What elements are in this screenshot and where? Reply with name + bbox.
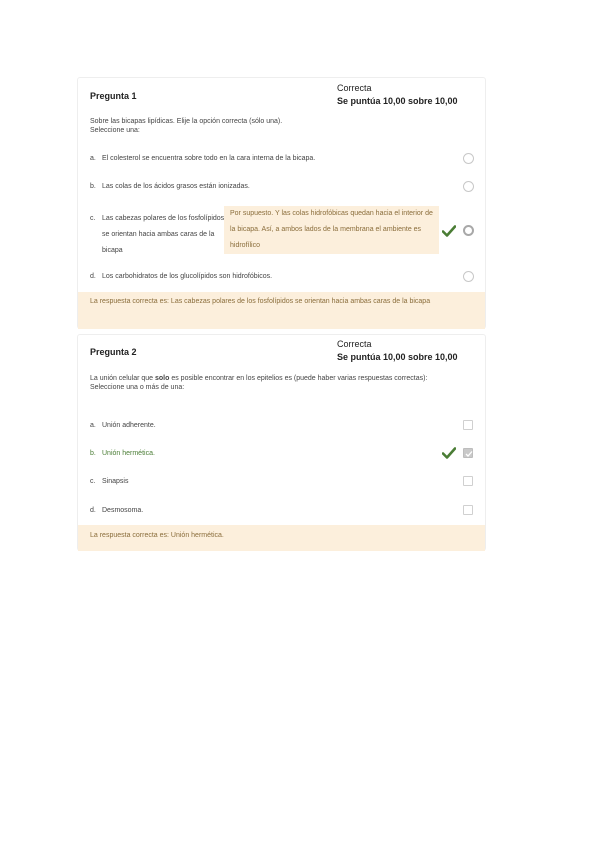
status-label: Correcta <box>337 83 372 93</box>
option-c[interactable] <box>90 477 450 486</box>
question-text <box>90 117 476 135</box>
option-a-checkbox[interactable] <box>463 420 473 430</box>
option-a[interactable] <box>90 154 460 163</box>
correct-answer-feedback: La respuesta correcta es: Las cabezas polares de los fosfolípidos se orientan hacia ambas caras de la bicapa <box>78 292 485 329</box>
option-letter: a. <box>90 155 96 162</box>
option-d-checkbox[interactable] <box>463 505 473 515</box>
option-text: Unión adherente. <box>102 422 156 429</box>
option-d[interactable] <box>90 506 450 515</box>
option-text: Desmosoma. <box>102 507 144 514</box>
checkbox-tick-icon <box>465 450 473 458</box>
question-title: Pregunta 2 <box>90 347 137 357</box>
question-1-card <box>77 77 486 329</box>
option-b-radio[interactable] <box>463 181 474 192</box>
option-a[interactable] <box>90 421 450 430</box>
option-c-radio-selected[interactable] <box>463 225 474 236</box>
grade-label: Se puntúa 10,00 sobre 10,00 <box>337 96 458 106</box>
option-a-radio[interactable] <box>463 153 474 164</box>
select-label: Seleccione una: <box>90 127 140 134</box>
option-text: El colesterol se encuentra sobre todo en la cara interna de la bicapa. <box>102 155 316 162</box>
option-c[interactable] <box>90 211 230 259</box>
question-status <box>337 338 458 364</box>
option-text: Sinapsis <box>102 478 129 485</box>
option-b[interactable] <box>90 182 460 191</box>
option-letter: d. <box>90 507 96 514</box>
option-b[interactable] <box>90 449 450 458</box>
option-letter: c. <box>90 478 96 485</box>
question-prompt-bold: solo <box>155 375 170 382</box>
question-status <box>337 82 458 108</box>
question-2-card <box>77 334 486 551</box>
correct-check-icon <box>442 225 456 237</box>
option-text: Los carbohidratos de los glucolípidos son hidrofóbicos. <box>102 273 273 280</box>
question-prompt-end: es posible encontrar en los epitelios es (puede haber varias respuestas correctas): <box>169 375 428 382</box>
status-label: Correcta <box>337 339 372 349</box>
option-d-radio[interactable] <box>463 271 474 282</box>
option-letter: a. <box>90 422 96 429</box>
question-title: Pregunta 1 <box>90 91 137 101</box>
option-d[interactable] <box>90 272 460 281</box>
correct-answer-feedback: La respuesta correcta es: Unión hermética. <box>78 525 485 551</box>
option-c-checkbox[interactable] <box>463 476 473 486</box>
question-prompt <box>90 374 476 383</box>
option-text: Unión hermética. <box>102 450 155 457</box>
question-text <box>90 374 476 392</box>
grade-label: Se puntúa 10,00 sobre 10,00 <box>337 352 458 362</box>
specific-feedback: Por supuesto. Y las colas hidrofóbicas quedan hacia el interior de la bicapa. Así, a ambos lados de la membrana el ambiente es hidrofílico <box>224 206 439 254</box>
question-prompt-start: La unión celular que <box>90 375 155 382</box>
option-text: Las cabezas polares de los fosfolípidos se orientan hacia ambas caras de la bicapa <box>102 215 225 254</box>
option-text: Las colas de los ácidos grasos están ionizadas. <box>102 183 250 190</box>
option-letter: c. <box>90 215 96 222</box>
option-letter: b. <box>90 450 96 457</box>
option-letter: b. <box>90 183 96 190</box>
option-b-checkbox-checked[interactable] <box>463 448 473 458</box>
question-prompt: Sobre las bicapas lipídicas. Elije la opción correcta (sólo una). <box>90 118 283 125</box>
correct-check-icon <box>442 447 456 459</box>
select-label: Seleccione una o más de una: <box>90 384 185 391</box>
option-letter: d. <box>90 273 96 280</box>
